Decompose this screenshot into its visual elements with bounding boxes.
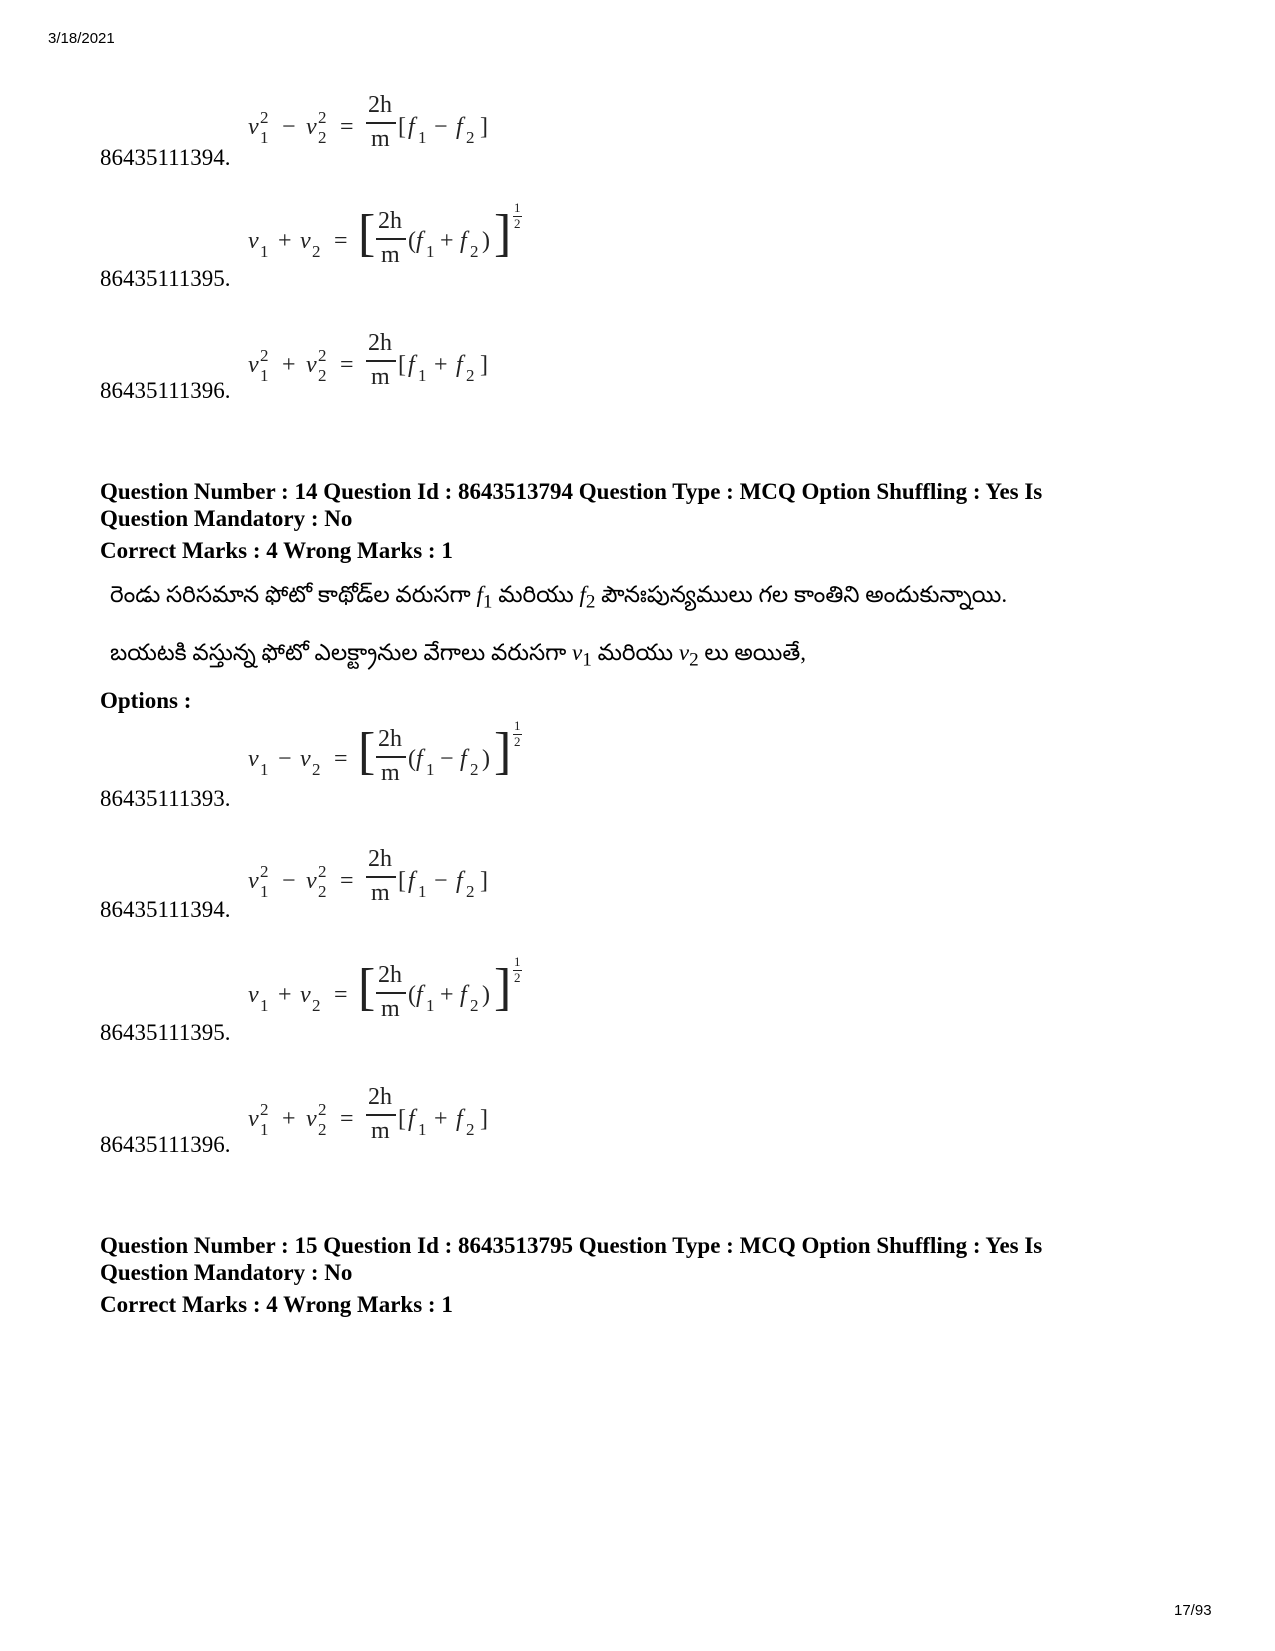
question-marks: Correct Marks : 4 Wrong Marks : 1 [100, 538, 453, 563]
question-header-line: Question Number : 15 Question Id : 8643513795 Question Type : MCQ Option Shuffling : Yes Is [100, 1233, 1043, 1258]
options-label: Options : [100, 688, 192, 713]
option-id: 86435111394. [100, 897, 231, 922]
formula-option-sum-root: v 1 + v 2 = [ 2h m ( f 1 + f 2 ) ] 1 2 [248, 200, 521, 268]
formula-option-diff-root: v 1 − v 2 = [ 2h m ( f 1 − f 2 ) ] 1 2 [248, 718, 521, 786]
question-text-line-1: రెండు సరిసమాన ఫోటో కాథోడ్‌ల వరుసగా $f_1$ మరియు $f_2$ పౌనఃపున్యములు గల కాంతిని అందుకున్నాయి. [110, 582, 1008, 613]
question-marks: Correct Marks : 4 Wrong Marks : 1 [100, 1292, 453, 1317]
option-id: 86435111393. [100, 786, 231, 811]
print-date: 3/18/2021 [48, 30, 115, 47]
page-number: 17/93 [1174, 1602, 1212, 1619]
formula-option-squares-plus: v 2 1 + v 2 2 = 2h m [ f 1 + f 2 ] [248, 330, 488, 390]
formula-option-squares-minus: v 2 1 − v 2 2 = 2h m [ f 1 − f 2 ] [248, 92, 488, 152]
option-id: 86435111396. [100, 378, 231, 403]
question-header-line: Question Mandatory : No [100, 506, 353, 531]
question-text-line-2: బయటకి వస్తున్న ఫోటో ఎలక్ట్రానుల వేగాలు వరుసగా $v_1$ మరియు $v_2$ లు అయితే, [110, 640, 807, 671]
formula-option-squares-minus: v 2 1 − v 2 2 = 2h m [ f 1 − f 2 ] [248, 846, 488, 906]
formula-option-squares-plus: v 2 1 + v 2 2 = 2h m [ f 1 + f 2 ] [248, 1084, 488, 1144]
option-id: 86435111395. [100, 266, 231, 291]
option-id: 86435111395. [100, 1020, 231, 1045]
question-header-line: Question Number : 14 Question Id : 8643513794 Question Type : MCQ Option Shuffling : Yes Is [100, 479, 1043, 504]
formula-option-sum-root: v 1 + v 2 = [ 2h m ( f 1 + f 2 ) ] 1 2 [248, 954, 521, 1022]
option-id: 86435111396. [100, 1132, 231, 1157]
option-id: 86435111394. [100, 145, 231, 170]
question-header-line: Question Mandatory : No [100, 1260, 353, 1285]
